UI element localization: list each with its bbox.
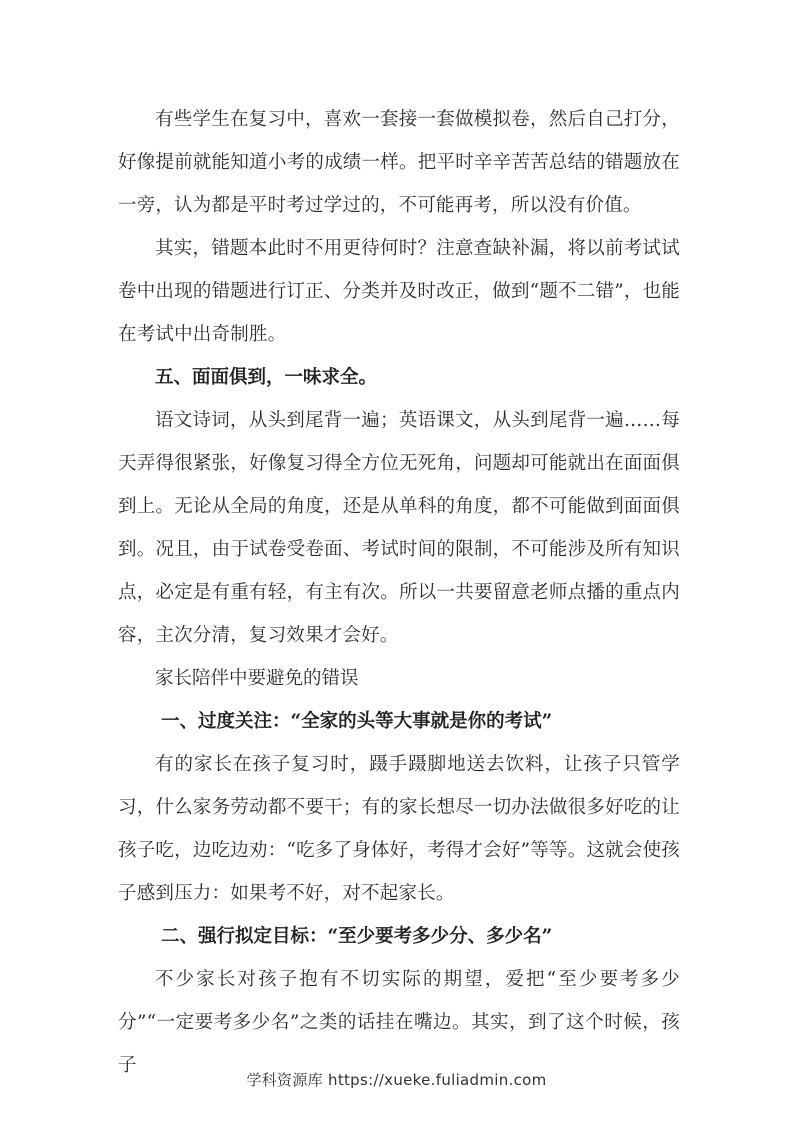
paragraph-forced-goals: 不少家长对孩子抱有不切实际的期望，爱把“至少要考多少分”“一定要考多少名”之类的话挂在嘴边。其实，到了这个时候，孩子 (118, 969, 680, 1076)
document-body (118, 98, 680, 1087)
paragraph-mock-exams: 有些学生在复习中，喜欢一套接一套做模拟卷，然后自己打分，好像提前就能知道小考的成绩一样。把平时辛辛苦苦总结的错题放在一旁，认为都是平时考过学过的，不可能再考，所以没有价值。 (118, 109, 680, 216)
paragraph-excessive-attention: 有的家长在孩子复习时，蹑手蹑脚地送去饮料，让孩子只管学习，什么家务劳动都不要干；有的家长想尽一切办法做很多好吃的让孩子吃，边吃边劝：“吃多了身体好，考得才会好”等等。这就会使孩子感到压力：如果考不好，对不起家长。 (118, 754, 680, 904)
paragraph-comprehensive-review: 语文诗词，从头到尾背一遍；英语课文，从头到尾背一遍……每天弄得很紧张，好像复习得全方位无死角，问题却可能就出在面面俱到上。无论从全局的角度，还是从单科的角度，都不可能做到面面俱到。况且，由于试卷受卷面、考试时间的限制，不可能涉及所有知识点，必定是有重有轻，有主有次。所以一共要留意老师点播的重点内容，主次分清，复习效果才会好。 (118, 410, 680, 646)
subtitle-parent-mistakes: 家长陪伴中要避免的错误 (155, 668, 359, 689)
section-heading-five: 五、面面俱到，一味求全。 (155, 367, 378, 388)
footer-source: 学科资源库 https://xueke.fuliadmin.com (246, 1071, 547, 1089)
paragraph-error-notebook: 其实，错题本此时不用更待何时？注意查缺补漏，将以前考试试卷中出现的错题进行订正、分类并及时改正，做到“题不二错”，也能在考试中出奇制胜。 (118, 238, 680, 345)
section-heading-two: 二、强行拟定目标：“至少要考多少分、多少名” (161, 926, 553, 947)
section-heading-one: 一、过度关注：“全家的头等大事就是你的考试” (161, 711, 553, 732)
